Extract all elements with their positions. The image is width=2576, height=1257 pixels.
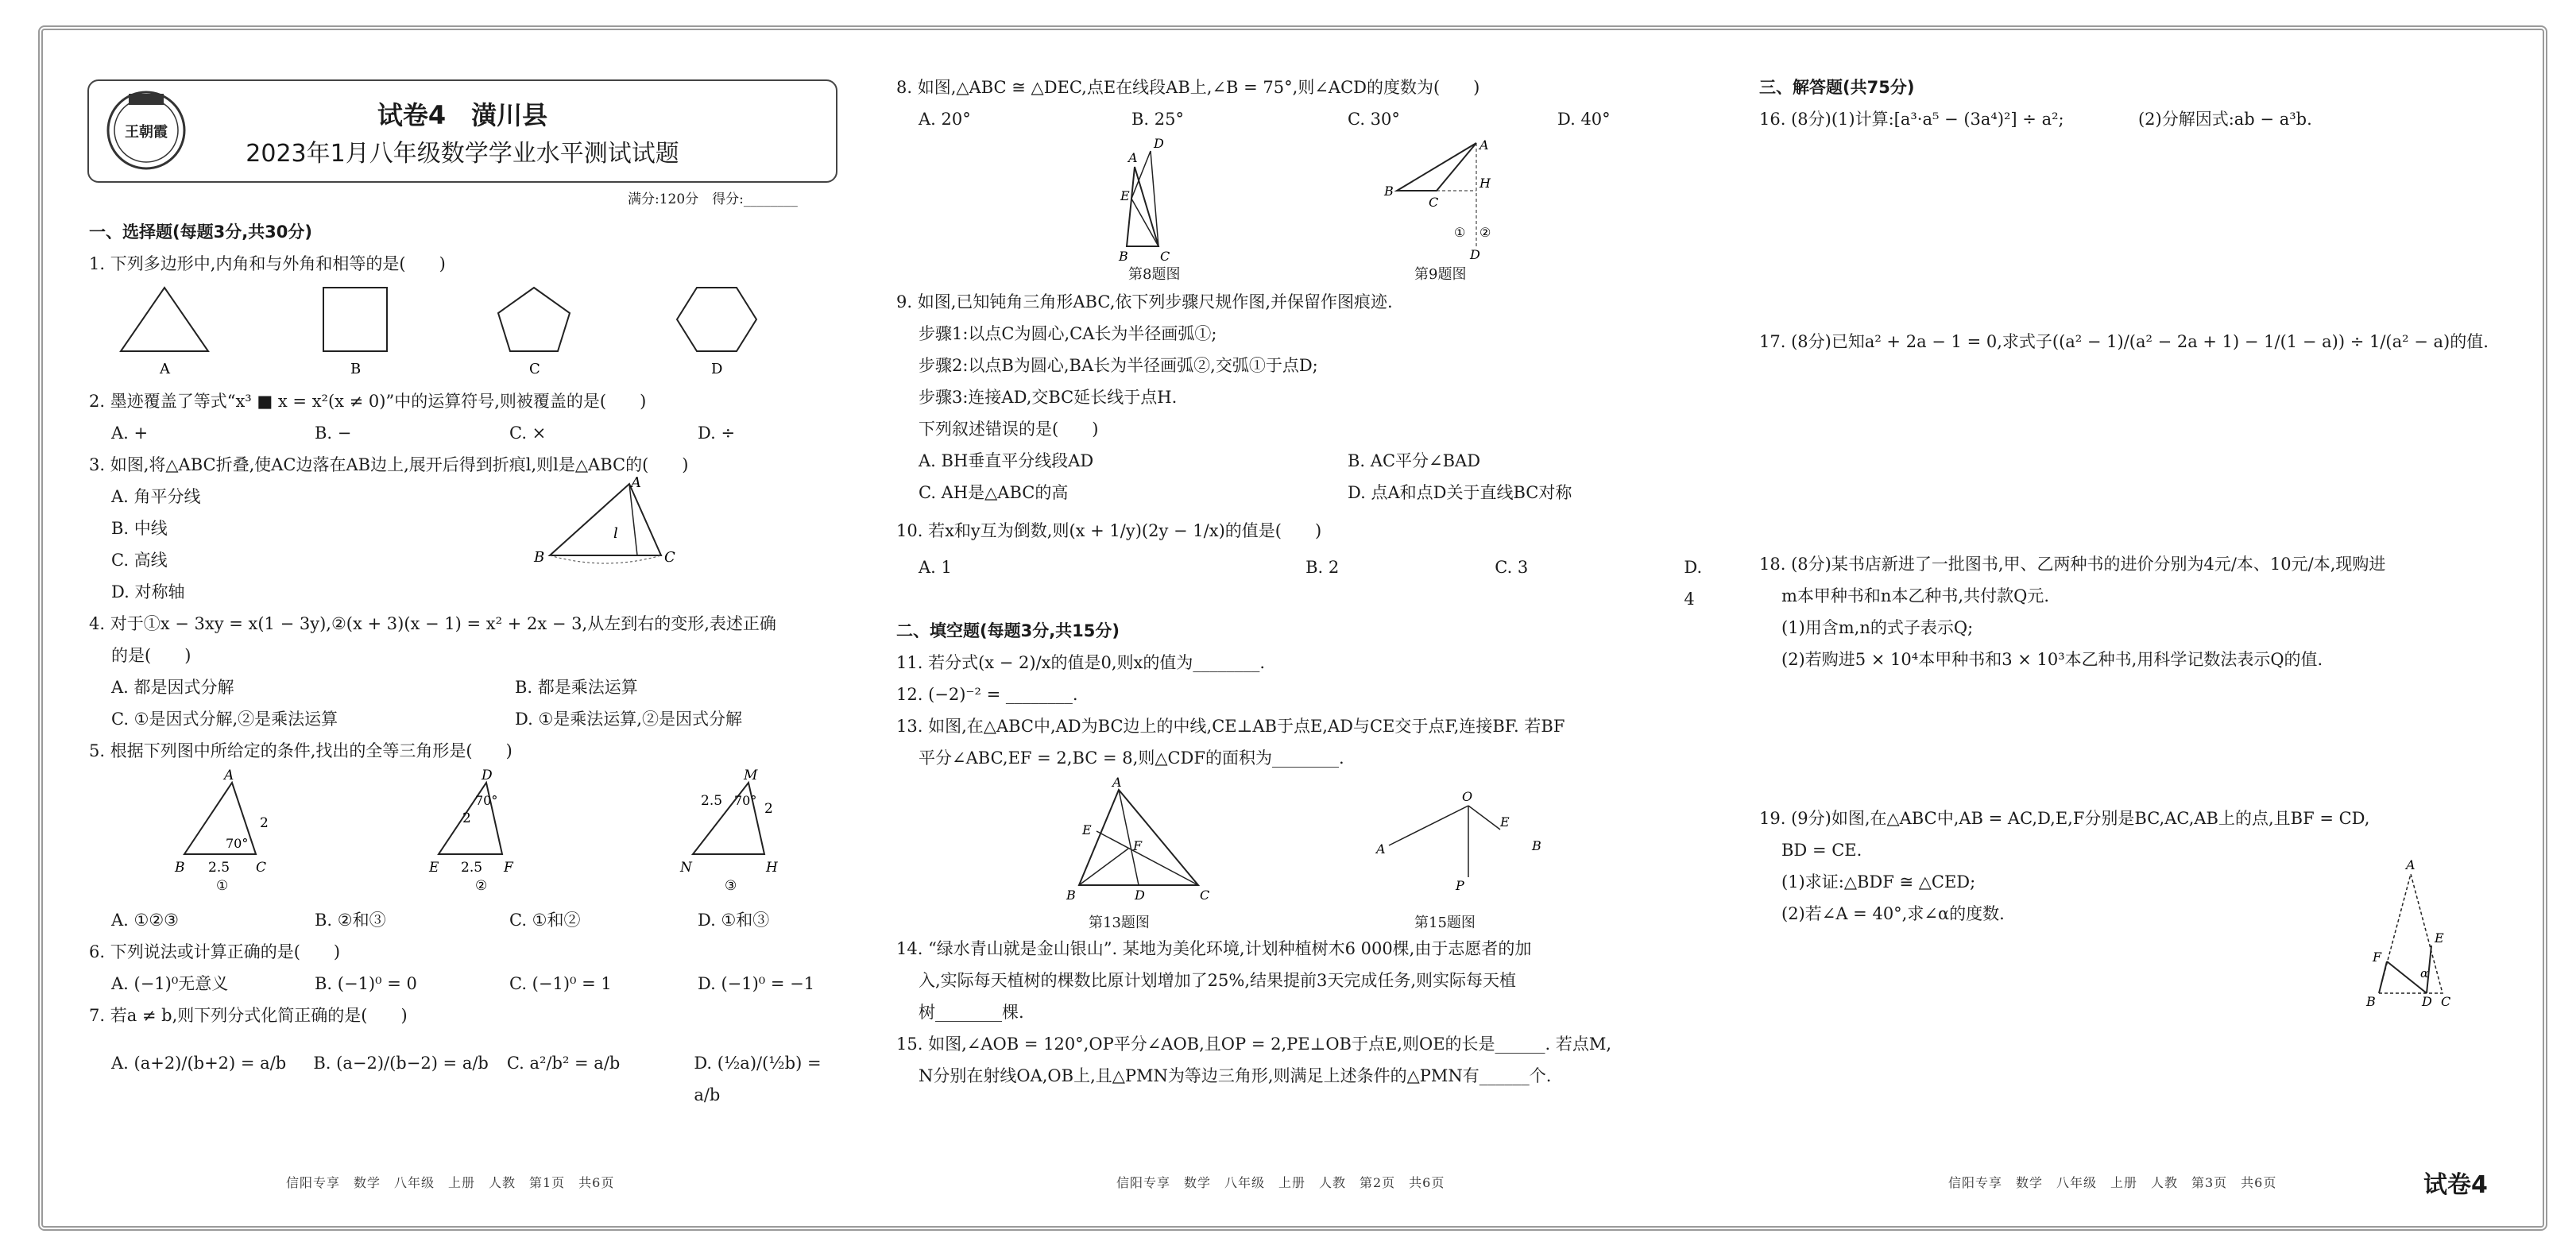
svg-text:N: N [680, 860, 692, 876]
exam-title: 试卷4 潢川县 [377, 100, 548, 130]
question-6: 6. 下列说法或计算正确的是( ) [89, 942, 341, 961]
q13-q15-figures [896, 774, 1715, 933]
fig9 [1381, 135, 1500, 262]
svg-text:α: α [2420, 966, 2429, 980]
svg-text:70°: 70° [226, 836, 249, 851]
q9-prompt: 下列叙述错误的是( ) [919, 420, 1099, 439]
question-1: 1. 下列多边形中,内角和与外角和相等的是( ) [89, 254, 446, 273]
q8-opt-a: A. 20° [919, 110, 971, 129]
svg-text:B: B [175, 860, 185, 876]
question-8: 8. 如图,△ABC ≅ △DEC,点E在线段AB上,∠B = 75°,则∠ACD的度数为( ) [896, 78, 1480, 97]
question-2: 2. 墨迹覆盖了等式“x³ ■ x = x²(x ≠ 0)”中的运算符号,则被覆盖的是( ) [89, 392, 647, 411]
q7-opt-d: D. (½a)/(½b) = a/b [694, 1054, 822, 1104]
svg-text:A: A [1112, 775, 1122, 790]
q18-sub-1: (1)用含m,n的式子表示Q; [1781, 618, 1974, 637]
question-4: 4. 对于①x − 3xy = x(1 − 3y),②(x + 3)(x − 1) = x² + 2x − 3,从左到右的变形,表述正确 [89, 614, 776, 633]
svg-text:A: A [1128, 150, 1138, 165]
svg-text:A: A [1376, 841, 1386, 857]
svg-text:E: E [429, 860, 439, 876]
fig15 [1373, 774, 1564, 893]
q18-answer-space [1759, 675, 2514, 803]
question-4-cont: 的是( ) [111, 646, 191, 665]
fig8 [1111, 135, 1222, 264]
svg-text:2.5: 2.5 [701, 793, 723, 809]
section-fill-title: 二、填空题(每题3分,共15分) [896, 621, 1120, 640]
svg-text:①: ① [216, 878, 229, 894]
question-18: 18. (8分)某书店新进了一批图书,甲、乙两种书的进价分别为4元/本、10元/本,现购进 [1759, 555, 2386, 574]
q9-options-row2 [896, 477, 1715, 509]
question-13: 13. 如图,在△ABC中,AD为BC边上的中线,CE⊥AB于点E,AD与CE交于点F,连接BF. 若BF [896, 717, 1565, 736]
q3-opt-a: A. 角平分线 [111, 487, 201, 506]
q4-opt-d: D. ①是乘法运算,②是因式分解 [515, 710, 742, 729]
question-14-cont: 入,实际每天植树的棵数比原计划增加了25%,结果提前3天完成任务,则实际每天植 [919, 971, 1517, 990]
q7-opt-b: B. (a−2)/(b−2) = a/b [313, 1054, 489, 1073]
svg-text:A: A [2406, 857, 2415, 872]
q3-opt-b: B. 中线 [111, 519, 168, 538]
svg-text:C: C [256, 860, 267, 876]
middle-column [896, 72, 1715, 1092]
svg-text:l: l [613, 525, 618, 542]
svg-text:A: A [631, 474, 641, 491]
svg-text:C: C [2441, 994, 2451, 1009]
svg-text:E: E [1500, 814, 1510, 830]
q19-sub-1: (1)求证:△BDF ≅ △CED; [1781, 872, 1976, 892]
q6-opt-c: C. (−1)⁰ = 1 [509, 974, 612, 993]
q10-opt-c: C. 3 [1495, 558, 1529, 577]
question-19: 19. (9分)如图,在△ABC中,AB = AC,D,E,F分别是BC,AC,AB上的点,且BF = CD, [1759, 809, 2370, 828]
question-10: 10. 若x和y互为倒数,则(x + 1/y)(2y − 1/x)的值是( ) [896, 521, 1322, 540]
q10-opt-b: B. 2 [1305, 558, 1340, 577]
q4-opt-b: B. 都是乘法运算 [515, 678, 638, 697]
page-mark: 试卷4 [2423, 1171, 2488, 1199]
q3-opt-c: C. 高线 [111, 551, 168, 570]
svg-text:B: B [534, 549, 545, 566]
q6-options [89, 968, 852, 1000]
svg-text:F: F [504, 860, 513, 876]
svg-text:D: D [1470, 247, 1480, 262]
fig9-caption: 第9题图 [1414, 266, 1467, 283]
svg-text:B: B [1119, 249, 1128, 264]
question-15: 15. 如图,∠AOB = 120°,OP平分∠AOB,且OP = 2,PE⊥OB于点E,则OE的长是______. 若点M, [896, 1035, 1612, 1054]
question-3: 3. 如图,将△ABC折叠,使AC边落在AB边上,展开后得到折痕l,则l是△ABC的( ) [89, 455, 689, 474]
q7-opt-a: A. (a+2)/(b+2) = a/b [111, 1054, 287, 1073]
svg-text:P: P [1456, 878, 1464, 893]
question-16b: (2)分解因式:ab − a³b. [2137, 110, 2312, 129]
q1-opt-d: D [711, 361, 723, 377]
svg-text:H: H [766, 860, 778, 876]
q5-opt-c: C. ①和② [509, 911, 581, 930]
q4-options-row1 [89, 671, 852, 703]
exam-subtitle: 2023年1月八年级数学学业水平测试试题 [246, 140, 679, 168]
question-16a: 16. (8分)(1)计算:[a³·a⁵ − (3a⁴)²] ÷ a²; [1759, 110, 2064, 129]
svg-text:M: M [744, 768, 758, 783]
svg-text:②: ② [1479, 225, 1491, 240]
q5-opt-a: A. ①②③ [111, 911, 179, 930]
q9-opt-b: B. AC平分∠BAD [1348, 451, 1481, 470]
question-18-cont: m本甲种书和n本乙种书,共付款Q元. [1781, 586, 2050, 605]
svg-text:D: D [1154, 136, 1164, 151]
svg-text:70°: 70° [734, 793, 757, 808]
svg-text:O: O [1462, 789, 1473, 804]
q9-step-3: 步骤3:连接AD,交BC延长线于点H. [919, 388, 1178, 407]
question-16 [1759, 103, 2514, 135]
q1-opt-b: B [350, 361, 362, 377]
q17-answer-space [1759, 358, 2514, 548]
q1-opt-a: A [160, 361, 170, 377]
q4-opt-c: C. ①是因式分解,②是乘法运算 [111, 710, 338, 729]
svg-text:A: A [1479, 137, 1489, 153]
svg-text:2: 2 [462, 810, 471, 826]
q1-opt-c: C [529, 361, 540, 377]
q5-opt-b: B. ②和③ [315, 911, 386, 930]
right-column [1759, 72, 2514, 1009]
q3-figure [518, 476, 677, 579]
q5-figures [89, 767, 852, 894]
footer-page-3: 信阳专享 数学 八年级 上册 人教 第3页 共6页 [1948, 1175, 2277, 1190]
q19-block [1759, 857, 2514, 1009]
question-12: 12. (−2)⁻² = ________. [896, 685, 1078, 704]
q8-q9-figures [896, 135, 1715, 286]
svg-text:③: ③ [725, 878, 737, 894]
question-14-cont2: 树________棵. [919, 1003, 1024, 1022]
svg-text:2.5: 2.5 [208, 860, 230, 876]
q8-opt-c: C. 30° [1348, 110, 1400, 129]
q5-opt-d: D. ①和③ [698, 911, 770, 930]
svg-text:C: C [1160, 249, 1170, 264]
question-17: 17. (8分)已知a² + 2a − 1 = 0,求式子((a² − 1)/(a² − 2a + 1) − 1/(1 − a)) ÷ 1/(a² − a)的值. [1759, 332, 2489, 351]
svg-text:B: B [1532, 838, 1541, 853]
section-answer-title: 三、解答题(共75分) [1759, 78, 1915, 97]
question-14: 14. “绿水青山就是金山银山”. 某地为美化环境,计划种植树木6 000棵,由于志愿者的加 [896, 939, 1532, 958]
svg-text:H: H [1479, 176, 1491, 191]
q9-opt-a: A. BH垂直平分线段AD [919, 451, 1094, 470]
q9-opt-d: D. 点A和点D关于直线BC对称 [1348, 483, 1572, 502]
q3-opt-d: D. 对称轴 [111, 582, 185, 601]
q7-options [89, 1047, 852, 1111]
svg-text:C: C [1429, 195, 1439, 210]
svg-text:D: D [1135, 888, 1145, 903]
question-5: 5. 根据下列图中所给定的条件,找出的全等三角形是( ) [89, 741, 512, 760]
svg-text:D: D [2422, 994, 2432, 1009]
q8-opt-b: B. 25° [1131, 110, 1185, 129]
question-13-cont: 平分∠ABC,EF = 2,BC = 8,则△CDF的面积为________. [919, 748, 1344, 768]
svg-text:E: E [1082, 822, 1092, 837]
svg-text:B: B [1066, 888, 1076, 903]
question-19-cont: BD = CE. [1781, 841, 1862, 860]
svg-text:2.5: 2.5 [461, 860, 483, 876]
q9-opt-c: C. AH是△ABC的高 [919, 483, 1069, 502]
q2-opt-c: C. × [509, 424, 547, 443]
svg-text:A: A [224, 768, 234, 783]
svg-text:C: C [664, 549, 675, 566]
fig19 [2363, 858, 2458, 1009]
svg-text:F: F [2373, 950, 2382, 965]
q19-sub-2: (2)若∠A = 40°,求∠α的度数. [1781, 904, 2005, 923]
svg-text:E: E [2435, 930, 2444, 946]
q4-opt-a: A. 都是因式分解 [111, 678, 234, 697]
svg-text:2: 2 [260, 815, 269, 831]
svg-text:D: D [482, 768, 493, 783]
q8-opt-d: D. 40° [1557, 110, 1611, 129]
q10-options [896, 551, 1715, 615]
q9-step-2: 步骤2:以点B为圆心,BA长为半径画弧②,交弧①于点D; [919, 356, 1318, 375]
fig8-caption: 第8题图 [1128, 266, 1181, 283]
svg-text:E: E [1120, 188, 1130, 203]
svg-text:C: C [1200, 888, 1210, 903]
footer-page-2: 信阳专享 数学 八年级 上册 人教 第2页 共6页 [1116, 1175, 1445, 1190]
svg-text:B: B [1384, 184, 1394, 199]
q2-opt-b: B. − [315, 424, 352, 443]
svg-text:②: ② [475, 878, 488, 894]
q6-opt-a: A. (−1)⁰无意义 [111, 974, 229, 993]
exam-header [87, 79, 837, 183]
question-9: 9. 如图,已知钝角三角形ABC,依下列步骤尺规作图,并保留作图痕迹. [896, 292, 1393, 311]
fig15-caption: 第15题图 [1414, 915, 1476, 931]
q9-step-1: 步骤1:以点C为圆心,CA长为半径画弧①; [919, 324, 1217, 343]
section-choice-title: 一、选择题(每题3分,共30分) [89, 222, 313, 242]
q2-opt-d: D. ÷ [698, 424, 736, 443]
q7-opt-c: C. a²/b² = a/b [506, 1054, 621, 1073]
q5-options [89, 904, 852, 936]
q4-options-row2 [89, 703, 852, 735]
q18-sub-2: (2)若购进5 × 10⁴本甲种书和3 × 10³本乙种书,用科学记数法表示Q的值. [1781, 650, 2323, 669]
q10-opt-d: D. 4 [1684, 558, 1703, 609]
q2-opt-a: A. + [111, 424, 149, 443]
q6-opt-b: B. (−1)⁰ = 0 [315, 974, 417, 993]
svg-text:①: ① [1454, 225, 1466, 240]
fig13-caption: 第13题图 [1089, 915, 1150, 931]
question-7: 7. 若a ≠ b,则下列分式化简正确的是( ) [89, 1006, 408, 1025]
svg-text:B: B [2366, 994, 2376, 1009]
score-line: 满分:120分 得分:________ [628, 191, 798, 207]
svg-text:70°: 70° [475, 793, 498, 808]
q10-opt-a: A. 1 [919, 558, 952, 577]
q2-options [89, 417, 852, 449]
q9-options-row1 [896, 445, 1715, 477]
q16-answer-space [1759, 135, 2514, 326]
question-11: 11. 若分式(x − 2)/x的值是0,则x的值为________. [896, 653, 1266, 672]
svg-text:2: 2 [764, 801, 773, 817]
fig13 [1063, 774, 1214, 901]
svg-text:F: F [1133, 838, 1143, 853]
q3-block [89, 474, 852, 608]
question-15-cont: N分别在射线OA,OB上,且△PMN为等边三角形,则满足上述条件的△PMN有______个. [919, 1066, 1552, 1085]
left-column [89, 216, 852, 1111]
footer-page-1: 信阳专享 数学 八年级 上册 人教 第1页 共6页 [286, 1175, 615, 1190]
svg-text:王朝霞: 王朝霞 [125, 124, 168, 141]
q6-opt-d: D. (−1)⁰ = −1 [698, 974, 815, 993]
q1-polygons [89, 280, 852, 375]
q8-options [896, 103, 1715, 135]
